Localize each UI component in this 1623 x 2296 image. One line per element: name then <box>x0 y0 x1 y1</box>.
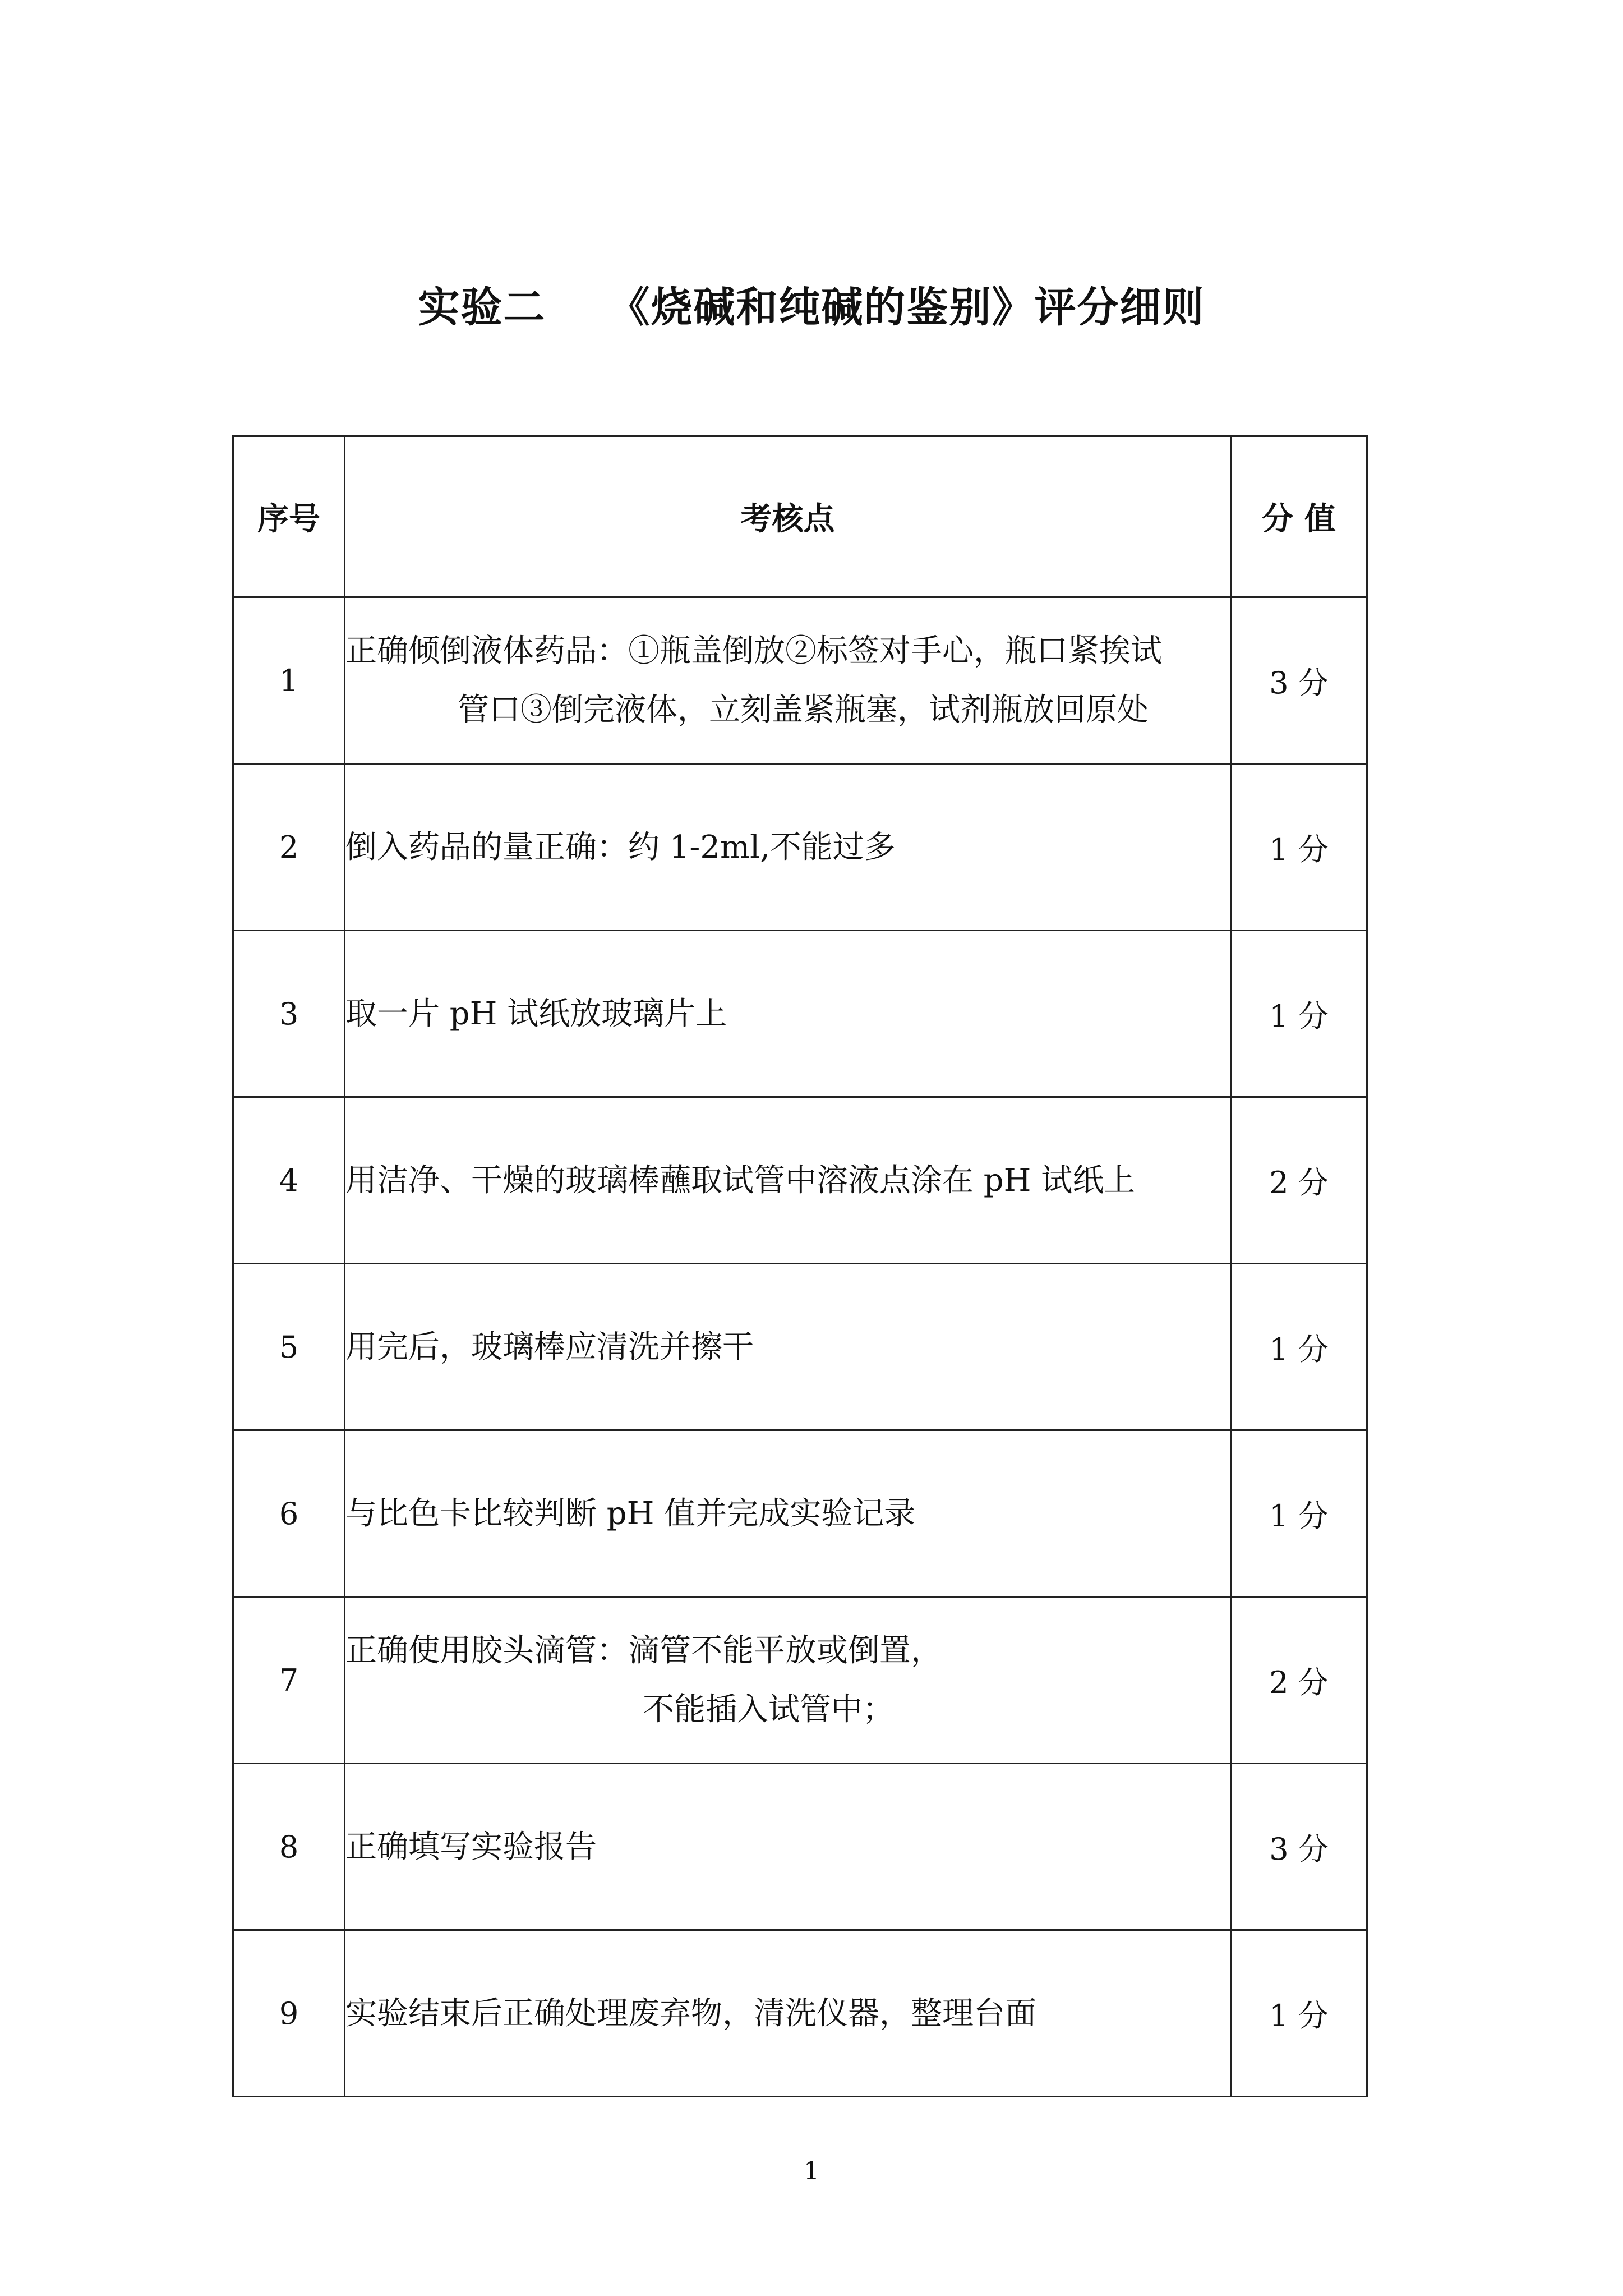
row-score: 1 分 <box>1231 931 1367 1097</box>
table-row <box>233 1597 1367 1764</box>
scoring-table <box>232 435 1368 2097</box>
row-score: 1 分 <box>1231 1930 1367 2097</box>
row-number: 2 <box>233 764 345 931</box>
assessment-line-2: 管口③倒完液体，立刻盖紧瓶塞，试剂瓶放回原处 <box>458 692 1149 728</box>
row-score: 3 分 <box>1231 597 1367 764</box>
row-assessment-point: 倒入药品的量正确：约 1-2ml,不能过多 <box>345 764 1231 931</box>
row-assessment-point: 与比色卡比较判断 pH 值并完成实验记录 <box>345 1430 1231 1597</box>
row-score: 2 分 <box>1231 1597 1367 1764</box>
assessment-line-1: 正确使用胶头滴管：滴管不能平放或倒置， <box>345 1632 942 1669</box>
row-assessment-point: 正确填写实验报告 <box>345 1764 1231 1930</box>
row-assessment-point <box>345 1597 1231 1764</box>
row-assessment-point: 用洁净、干燥的玻璃棒蘸取试管中溶液点涂在 pH 试纸上 <box>345 1097 1231 1264</box>
table-row <box>233 764 1367 931</box>
table-row <box>233 597 1367 764</box>
table-row <box>233 1764 1367 1930</box>
row-number: 1 <box>233 597 345 764</box>
row-assessment-point <box>345 597 1231 764</box>
row-score: 2 分 <box>1231 1097 1367 1264</box>
row-score: 3 分 <box>1231 1764 1367 1930</box>
row-score: 1 分 <box>1231 764 1367 931</box>
header-score: 分 值 <box>1231 436 1367 597</box>
row-assessment-point: 实验结束后正确处理废弃物，清洗仪器，整理台面 <box>345 1930 1231 2097</box>
row-assessment-point: 用完后，玻璃棒应清洗并擦干 <box>345 1264 1231 1430</box>
row-number: 7 <box>233 1597 345 1764</box>
table-row <box>233 931 1367 1097</box>
row-number: 9 <box>233 1930 345 2097</box>
row-score: 1 分 <box>1231 1430 1367 1597</box>
row-number: 5 <box>233 1264 345 1430</box>
table-row <box>233 1264 1367 1430</box>
table-header-row <box>233 436 1367 597</box>
page-number: 1 <box>804 2157 819 2185</box>
row-assessment-point: 取一片 pH 试纸放玻璃片上 <box>345 931 1231 1097</box>
document-title: 实验二 《烧碱和纯碱的鉴别》评分细则 <box>418 283 1205 332</box>
row-score: 1 分 <box>1231 1264 1367 1430</box>
row-number: 8 <box>233 1764 345 1930</box>
row-number: 3 <box>233 931 345 1097</box>
table-row <box>233 1097 1367 1264</box>
header-assessment-point: 考核点 <box>345 436 1231 597</box>
row-number: 4 <box>233 1097 345 1264</box>
header-serial-number: 序号 <box>233 436 345 597</box>
table-row <box>233 1430 1367 1597</box>
assessment-line-1: 正确倾倒液体药品：①瓶盖倒放②标签对手心，瓶口紧挨试 <box>345 633 1162 669</box>
assessment-line-2: 不能插入试管中； <box>643 1691 894 1728</box>
table-row <box>233 1930 1367 2097</box>
row-number: 6 <box>233 1430 345 1597</box>
